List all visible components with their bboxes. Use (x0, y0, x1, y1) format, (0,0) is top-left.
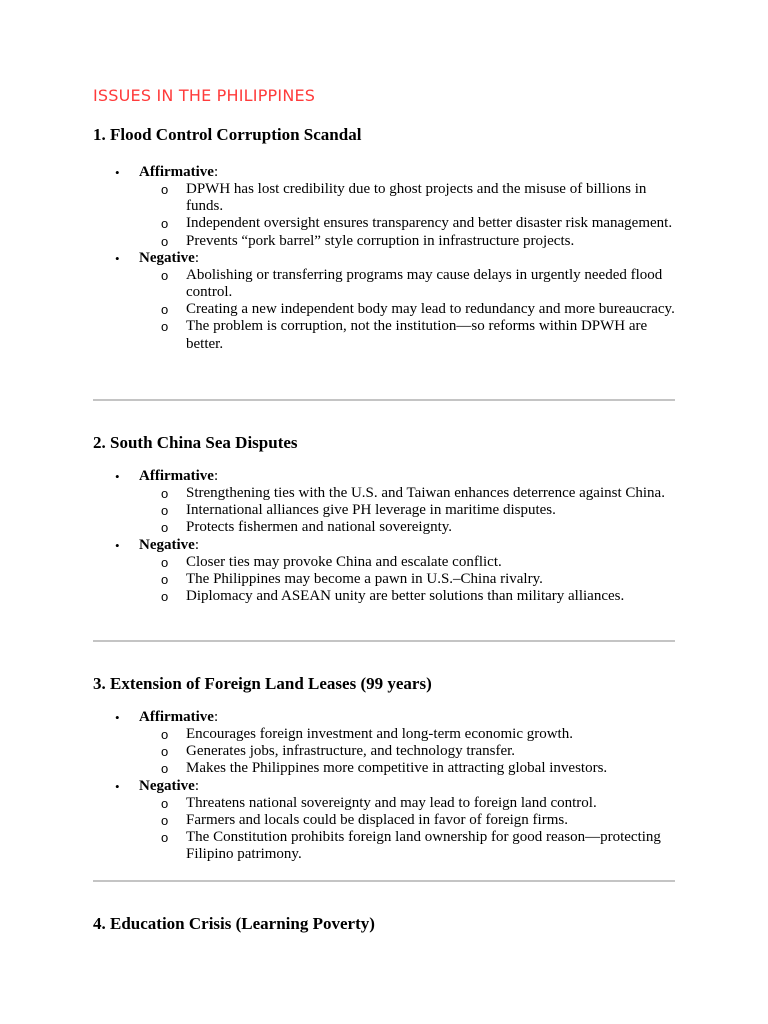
bullet-icon: • (115, 710, 120, 725)
section-flood-control (93, 125, 675, 353)
negative-points (139, 554, 675, 606)
affirmative-points (139, 485, 675, 537)
list-item: o Threatens national sovereignty and may lead to foreign land control. (161, 794, 597, 811)
circle-bullet-icon: o (161, 812, 169, 828)
circle-bullet-icon: o (161, 744, 169, 760)
list-item: o DPWH has lost credibility due to ghost projects and the misuse of billions in funds. (161, 181, 647, 215)
circle-bullet-icon: o (161, 267, 169, 283)
negative-label: Negative (139, 777, 195, 794)
affirmative-item: • Affirmative: o DPWH has lost credibility due to ghost projects and the misuse of billions in funds. o Independent oversight ensures transparency and better disaster risk management. o Prevents “pork barrel” style corruption in infrastructure projects. (93, 164, 675, 250)
section-education-crisis (93, 914, 675, 934)
list-item: o Independent oversight ensures transparency and better disaster risk management. (161, 215, 673, 232)
circle-bullet-icon: o (161, 520, 169, 536)
list-item: o International alliances give PH leverage in maritime disputes. (161, 502, 556, 519)
negative-item: • Negative: o Threatens national sovereignty and may lead to foreign land control. o Farmers and locals could be displaced in favor of foreign firms. o The Constitution prohibits foreign land ownership for good reason—protecting Filipino patrimony. (93, 778, 675, 864)
list-item: o Farmers and locals could be displaced in favor of foreign firms. (161, 811, 568, 828)
section-foreign-land-leases (93, 674, 675, 863)
negative-label: Negative (139, 536, 195, 553)
negative-label: Negative (139, 249, 195, 266)
negative-item: • Negative: o Abolishing or transferring programs may cause delays in urgently needed flood control. o Creating a new independent body may lead to redundancy and more bureaucracy. o The problem is corruption, not the institution—so reforms within DPWH are better. (115, 249, 675, 352)
section-heading: 2. South China Sea Disputes (93, 433, 298, 452)
circle-bullet-icon: o (161, 216, 169, 232)
circle-bullet-icon: o (161, 503, 169, 519)
list-item: o Prevents “pork barrel” style corruption in infrastructure projects. (161, 232, 575, 249)
arguments-list (93, 164, 675, 353)
circle-bullet-icon: o (161, 571, 169, 587)
circle-bullet-icon: o (161, 233, 169, 249)
affirmative-label: Affirmative (139, 164, 214, 180)
circle-bullet-icon: o (161, 486, 169, 501)
negative-item: • Negative: o Closer ties may provoke China and escalate conflict. o The Philippines may become a pawn in U.S.–China rivalry. o Diplomacy and ASEAN unity are better solutions than military alliances. (93, 537, 675, 606)
arguments-list (93, 468, 675, 605)
bullet-icon: • (115, 537, 120, 553)
negative-points (139, 267, 675, 353)
section-heading: 1. Flood Control Corruption Scandal (93, 125, 362, 144)
horizontal-rule (93, 399, 675, 401)
affirmative-item: • Affirmative: o Strengthening ties with the U.S. and Taiwan enhances deterrence against China. o International alliances give PH leverage in maritime disputes. o Protects fishermen and national sovereignty. (93, 468, 675, 537)
affirmative-item: • Affirmative: o Encourages foreign investment and long-term economic growth. o Generates jobs, infrastructure, and technology transfer. o Makes the Philippines more competitive in attracting global investors. (93, 709, 675, 778)
bullet-icon: • (115, 469, 120, 484)
section-heading: 3. Extension of Foreign Land Leases (99 years) (93, 674, 432, 693)
circle-bullet-icon: o (161, 589, 169, 605)
list-item: o Encourages foreign investment and long-term economic growth. (161, 726, 573, 742)
circle-bullet-icon: o (161, 302, 169, 318)
list-item: o Creating a new independent body may lead to redundancy and more bureaucracy. (161, 301, 675, 318)
bullet-icon: • (115, 165, 120, 180)
section-heading: 4. Education Crisis (Learning Poverty) (93, 914, 375, 933)
affirmative-label: Affirmative (139, 709, 214, 725)
list-item: o Makes the Philippines more competitive in attracting global investors. (161, 760, 608, 777)
negative-points (139, 795, 675, 864)
arguments-list (93, 709, 675, 863)
horizontal-rule (93, 640, 675, 642)
list-item: o Closer ties may provoke China and escalate conflict. (161, 553, 502, 570)
list-item: o Diplomacy and ASEAN unity are better solutions than military alliances. (161, 588, 625, 605)
affirmative-label: Affirmative (139, 468, 214, 484)
bullet-icon: • (115, 250, 120, 266)
circle-bullet-icon: o (161, 830, 169, 846)
circle-bullet-icon: o (161, 727, 169, 742)
circle-bullet-icon: o (161, 795, 169, 811)
bullet-icon: • (115, 778, 120, 794)
document-title: ISSUES IN THE PHILIPPINES (93, 86, 316, 105)
circle-bullet-icon: o (161, 761, 169, 777)
affirmative-points (139, 726, 675, 778)
circle-bullet-icon: o (161, 319, 169, 335)
list-item: o Protects fishermen and national sovereignty. (161, 519, 453, 536)
circle-bullet-icon: o (161, 554, 169, 570)
section-south-china-sea (93, 433, 675, 605)
circle-bullet-icon: o (161, 182, 169, 197)
list-item: o The problem is corruption, not the institution—so reforms within DPWH are better. (161, 318, 648, 352)
list-item: o The Philippines may become a pawn in U.S.–China rivalry. (161, 570, 543, 587)
list-item: o Generates jobs, infrastructure, and technology transfer. (161, 743, 516, 760)
horizontal-rule (93, 880, 675, 882)
list-item: o The Constitution prohibits foreign land ownership for good reason—protecting Filipino patrimony. (161, 829, 661, 863)
affirmative-points (139, 181, 675, 250)
list-item: o Strengthening ties with the U.S. and Taiwan enhances deterrence against China. (161, 485, 665, 501)
list-item: o Abolishing or transferring programs may cause delays in urgently needed flood control. (161, 266, 663, 301)
